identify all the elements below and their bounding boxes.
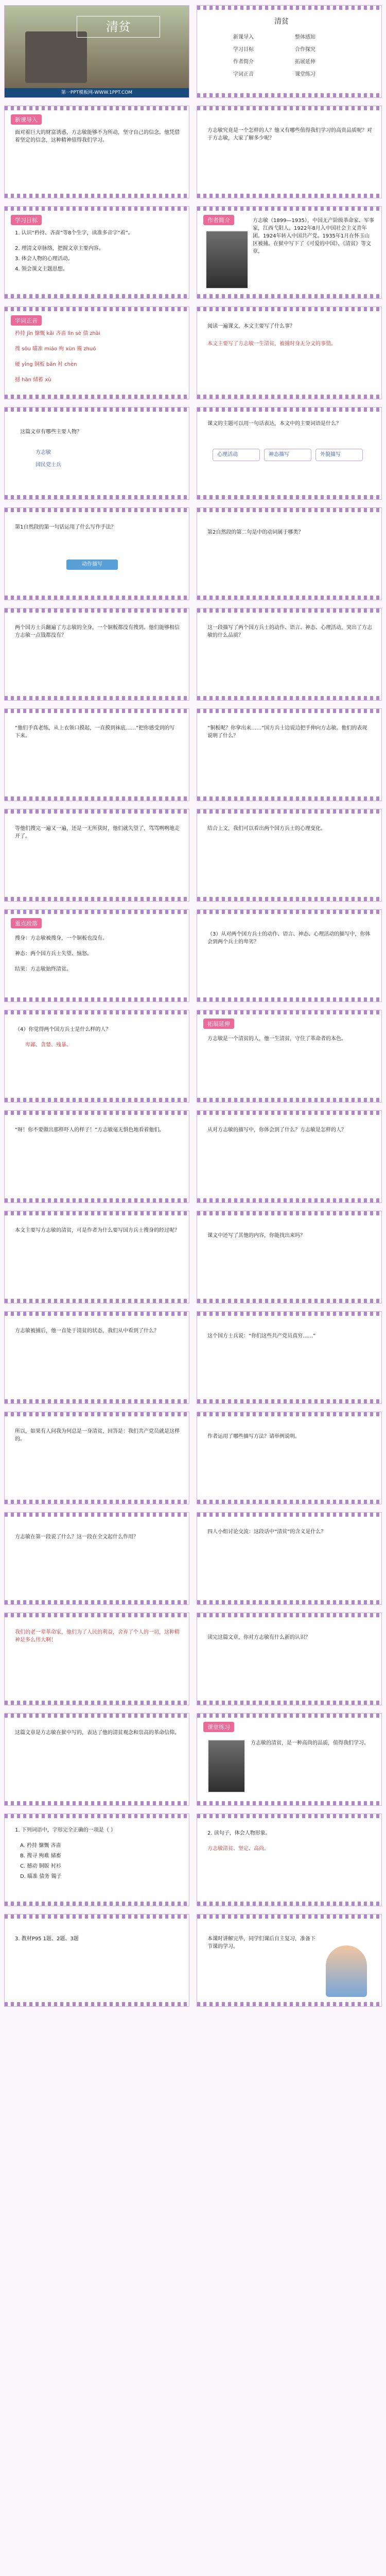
portrait-text: 从对方志敏的描写中，你体会到了什么？方志敏是怎样的人？ [207, 1127, 346, 1133]
change-slide [197, 809, 382, 902]
verb-slide [197, 507, 382, 600]
method-text: 作者运用了哪些描写方法？请举例说明。 [207, 1434, 300, 1439]
monument-image [25, 31, 87, 83]
other-slide [197, 1211, 382, 1303]
menu-item-6[interactable]: 字词正音 [233, 72, 254, 77]
character-1: 方志敏 [36, 450, 51, 455]
section-tag: 课堂练习 [203, 1722, 234, 1732]
people-answer: 卑鄙、贪婪、残暴。 [25, 1042, 72, 1048]
goal-item: 3. 体会人物的心理活动。 [15, 256, 73, 262]
change-text: 结合上文，我们可以看出两个国方兵士的心理变化。 [207, 826, 326, 832]
first-para-text: 方志敏在第一段说了什么？这一段在全文起什么作用？ [15, 1534, 138, 1540]
prison-slide [4, 1713, 189, 1806]
section-tag: 重点段落 [11, 918, 42, 928]
menu-item-4[interactable]: 作者简介 [233, 59, 254, 65]
goal-item: 1. 认识“矜持、吝啬”等8个生字，读准多音字“着”。 [15, 230, 133, 236]
key-item: 搜身：方志敏被搜身，一个铜板也没有。 [15, 936, 108, 941]
method-box: 外貌描写 [315, 449, 363, 461]
verb-text: 第2自然段的第二句是中的动词属于哪类？ [207, 530, 304, 535]
author-text: 方志敏（1899—1935），中国无产阶级革命家、军事家，江西弋阳人。1922年8月入中国社会主义青年团。1924年转入中国共产党。1935年1月在怀玉山区被捕。在狱中写下了《可爱的中国》、《清贫》等文章。 [253, 218, 374, 255]
pinyin-row: 撼 hàn 储蓄 xù [15, 377, 51, 383]
menu-item-1[interactable]: 整体感知 [295, 35, 315, 40]
goals-slide [4, 206, 189, 299]
feeling-slide [4, 708, 189, 801]
answer-text: 所以，如果有人问我为何总是一身清贫，回答是：我们共产党员就是这样的。 [15, 1429, 180, 1442]
intro-slide [4, 106, 189, 198]
option-c[interactable]: C. 撼动 铜版 衬衫 [20, 1863, 61, 1869]
menu-item-2[interactable]: 学习目标 [233, 47, 254, 53]
cover-title: 清贫 [77, 16, 160, 38]
feeling-text: “他们手真老练，从上衣领口摸起，一直摸到袜底……”把你感受到的写下来。 [15, 725, 175, 739]
method-slide [197, 1412, 382, 1504]
characters-question: 这篇文章有哪些主要人物？ [20, 429, 82, 435]
question-slide [197, 106, 382, 198]
spirit-slide [4, 1613, 189, 1705]
pinyin-row: 搜 sōu 瞄准 miáo 殉 xùn 镯 zhuó [15, 346, 96, 352]
analysis-text: （3）从对两个国方兵士的动作、语言、神态、心理活动的描写中，你体会到两个兵士的卑劣？ [207, 931, 371, 945]
intro-text: 面对着巨大的财富诱惑，方志敏能够不为所动，坚守自己的信念。他凭借着坚定的信念，这种精神值得我们学习。 [15, 130, 180, 143]
ending-slide [197, 1914, 382, 2007]
fail-slide [4, 809, 189, 902]
section-tag: 新课导入 [11, 114, 42, 125]
option-d[interactable]: D. 瞄准 债务 镯子 [20, 1874, 62, 1879]
key-para-slide [4, 909, 189, 1002]
people-question: （4）你觉得两个国方兵士是什么样的人？ [15, 1027, 111, 1032]
menu-item-0[interactable]: 新课导入 [233, 35, 254, 40]
quality-text: 这一段描写了两个国方兵士的动作、语言、神态、心理活动，突出了方志敏的什么品质？ [207, 625, 372, 638]
ending-text: 本课时讲解完毕，同学们课后自主复习，准备下节课的学习。 [207, 1936, 315, 1950]
section-tag: 学习目标 [11, 215, 42, 225]
new-view-text: 读完这篇文章，你对方志敏有什么新的认识？ [207, 1635, 310, 1640]
soldier-slide [197, 708, 382, 801]
author-photo [207, 1739, 245, 1793]
author-portrait [205, 230, 249, 289]
prison-text: 这篇文章是方志敏在狱中写的，表达了他的清贫观念和崇高的革命信仰。 [15, 1730, 180, 1736]
key-item: 神态：两个国方兵士失望、恼怒。 [15, 951, 92, 957]
pinyin-slide [4, 307, 189, 399]
extend-text: 方志敏是一个清贫的人，他一生清贫，守住了革命者的本色。 [207, 1036, 346, 1042]
practice-text: 方志敏的清贫，是一种高尚的品质，值得我们学习。 [251, 1740, 369, 1746]
character-2: 国民党士兵 [36, 462, 61, 468]
other-text: 课文中还写了其他的内容，你能找出来吗？ [207, 1233, 305, 1239]
portrait-slide [197, 1110, 382, 1203]
analysis-slide [197, 909, 382, 1002]
arrest-text: 方志敏被捕后，他一直处于清贫的状态，我们从中看到了什么？ [15, 1328, 159, 1334]
exercise1-question: 1. 下列词语中，字形完全正确的一项是（ ） [15, 1827, 116, 1833]
menu-item-3[interactable]: 合作探究 [295, 47, 315, 53]
answer-slide [4, 1412, 189, 1504]
cover-slide [4, 5, 189, 98]
exercise2-slide [197, 1814, 382, 1906]
writing-question: 课文的主题可以用一句话表达，本文中的主要词语是什么？ [207, 421, 341, 427]
author-slide [197, 206, 382, 299]
purpose-text: 本文主要写方志敏的清贫，可是作者为什么要写国方兵士搜身的经过呢？ [15, 1228, 180, 1233]
discuss-text: 四人小组讨论交流：这段话中“清贫”的含义是什么？ [207, 1529, 326, 1535]
menu-title: 清贫 [274, 18, 289, 26]
new-view-slide [197, 1613, 382, 1705]
arrest-slide [4, 1311, 189, 1404]
option-a[interactable]: A. 矜持 慷慨 吝啬 [20, 1843, 61, 1849]
characters-slide [4, 407, 189, 500]
section-tag: 作者简介 [203, 215, 234, 225]
exercise2-answer: 方志敏清贫、坚定、高尚。 [207, 1846, 269, 1852]
children-illustration [326, 1945, 367, 1997]
key-item: 结果：方志敏始终清贫。 [15, 967, 72, 972]
soldier-text: “铜板呢？你拿出来……”国方兵士边说边把手伸向方志敏。他们的表现说明了什么？ [207, 725, 367, 739]
summary-slide [197, 307, 382, 399]
discuss-slide [197, 1512, 382, 1605]
summary-question: 阅读一遍课文，本文主要写了什么事？ [207, 324, 295, 329]
quote-slide [4, 1110, 189, 1203]
homework-text: 3. 教材P95 1题、2题、3题 [15, 1936, 79, 1942]
summary-answer: 本文主要写了方志敏一生清贫，被捕时身无分文的事情。 [207, 341, 336, 347]
goal-item: 4. 领会课文主题思想。 [15, 266, 68, 272]
search-text: 两个国方士兵翻遍了方志敏的全身，一个铜板都没有搜到。他们能够相信方志敏一点钱都没有？ [15, 625, 180, 638]
method-box: 心理活动 [213, 449, 260, 461]
soldier-quote-text: 这个国方士兵说：“你们这些共产党员真穷……” [207, 1333, 316, 1339]
spirit-text: 我们的老一辈革命家，他们为了人民的利益，舍弃了个人的一切，这种精神是多么伟大啊！ [15, 1630, 180, 1643]
purpose-slide [4, 1211, 189, 1303]
exercise1-slide [4, 1814, 189, 1906]
section-tag: 拓展延伸 [203, 1019, 234, 1029]
practice-slide [197, 1713, 382, 1806]
exercise2-text: 2. 读句子，体会人物形象。 [207, 1831, 271, 1836]
pinyin-row: 矜持 jīn 慷慨 kǎi 吝啬 lìn sè 债 zhài [15, 331, 100, 336]
menu-slide [197, 5, 382, 98]
cover-caption: 第一PPT模板网-WWW.1PPT.COM [5, 88, 189, 97]
first-para-slide [4, 1512, 189, 1605]
search-slide [4, 608, 189, 701]
people-slide [4, 1010, 189, 1103]
pinyin-row: 硬 yìng 铜板 bǎn 衬 chèn [15, 362, 77, 367]
quote-text: “呀！你不要做出那样吓人的样子！”方志敏毫无惧色地看着他们。 [15, 1127, 165, 1133]
soldier-quote-slide [197, 1311, 382, 1404]
action-slide [4, 507, 189, 600]
menu-item-5[interactable]: 拓展延伸 [295, 59, 315, 65]
writing-slide [197, 407, 382, 500]
method-box: 神态描写 [264, 449, 311, 461]
action-question: 第1自然段的第一句话运用了什么写作手法？ [15, 524, 116, 530]
homework-slide [4, 1914, 189, 2007]
quality-slide [197, 608, 382, 701]
extend-slide [197, 1010, 382, 1103]
fail-text: 等他们搜完一遍又一遍，还是一无所获时，他们就失望了，骂骂咧咧地走开了。 [15, 826, 180, 839]
menu-item-7[interactable]: 课堂练习 [295, 72, 315, 77]
goal-item: 2. 理清文章脉络，把握文章主要内容。 [15, 246, 104, 251]
question-text: 方志敏究竟是一个怎样的人？他又有哪些值得我们学习的高贵品质呢？对于方志敏，大家了解多少呢？ [207, 128, 372, 141]
answer-button[interactable]: 动作描写 [66, 560, 118, 570]
section-tag: 字词正音 [11, 315, 42, 326]
option-b[interactable]: B. 搜寻 殉难 储畜 [20, 1853, 61, 1859]
